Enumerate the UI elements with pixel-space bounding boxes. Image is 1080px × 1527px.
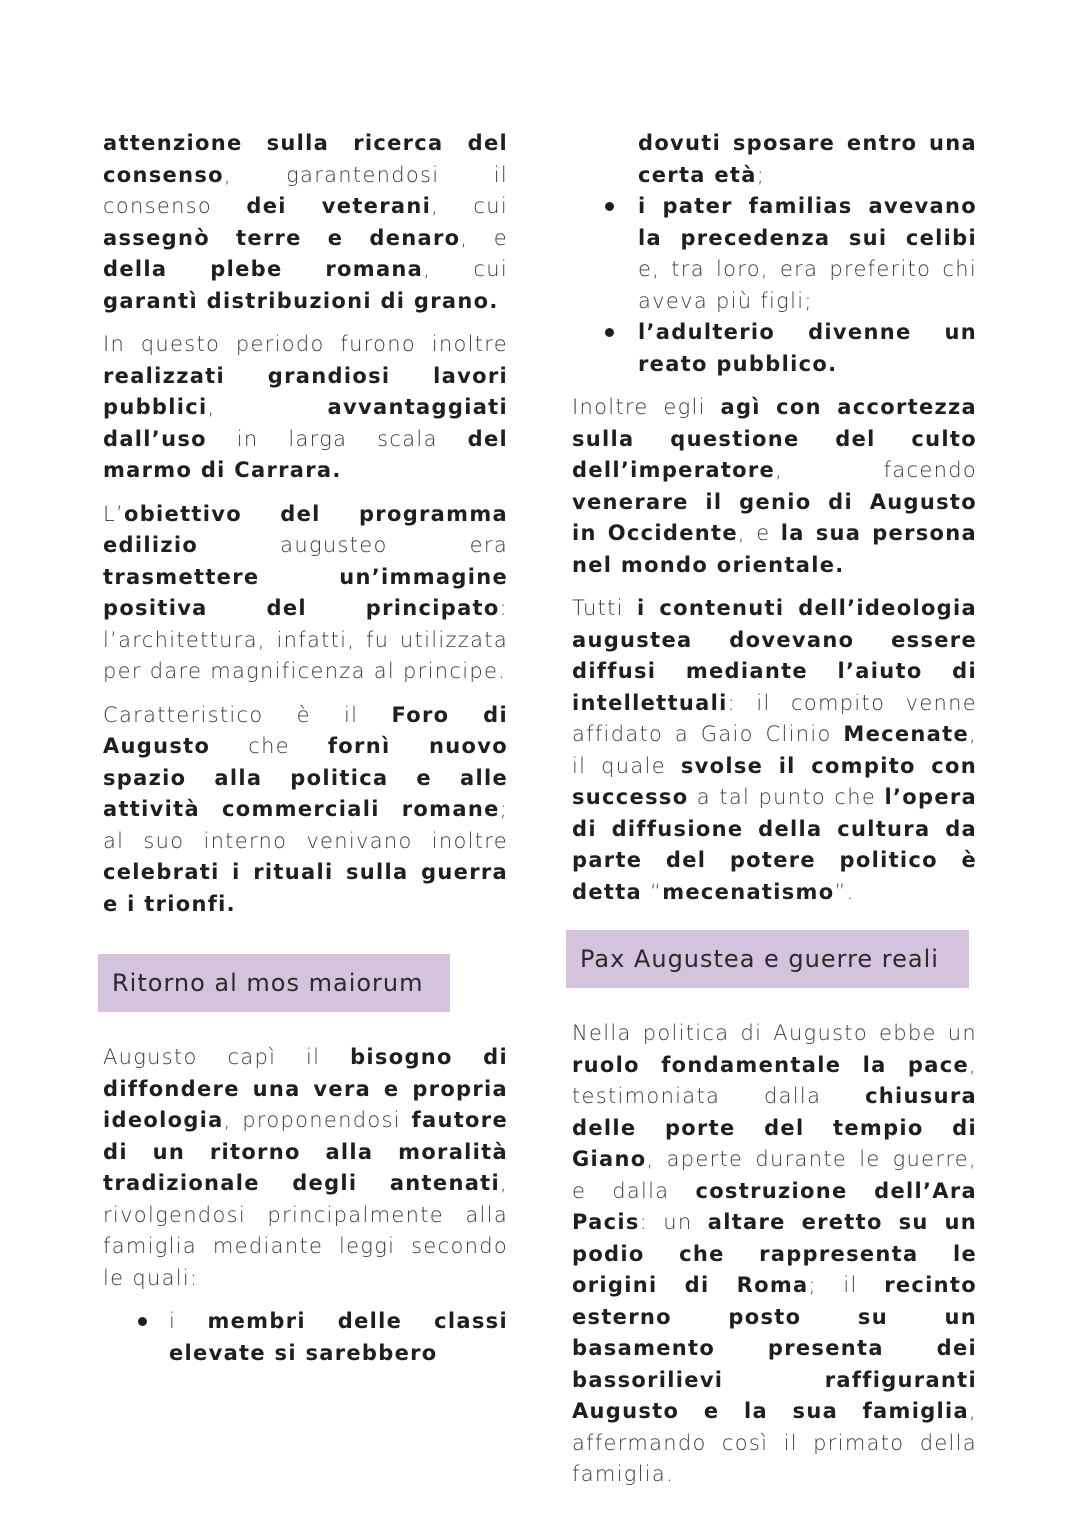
list-item: l’adulterio divenne un reato pubblico.: [572, 317, 977, 380]
law-list-continued: [572, 191, 977, 380]
left-column: [103, 128, 508, 1381]
paragraph-culto-imperatore: Inoltre egli agì con accortezza sulla questione del culto dell’imperatore, facendo venerare il genio di Augusto in Occidente, e la sua persona nel mondo orientale.: [572, 395, 978, 577]
section-heading-pax-augustea: Pax Augustea e guerre reali: [566, 930, 969, 988]
paragraph-foro-augusto: Caratteristico è il Foro di Augusto che fornì nuovo spazio alla politica e alle attività commerciali romane; al suo interno venivano inoltre celebrati i rituali sulla guerra e i trionfi.: [103, 702, 508, 916]
paragraph-programma-edilizio: L’obiettivo del programma edilizio augusteo era trasmettere un’immagine positiva del principato: l’architettura, infatti, fu utilizzata per dare magnificenza al principe.: [103, 501, 508, 683]
list-item: i membri delle classi elevate si sarebbero: [103, 1306, 508, 1369]
paragraph-pace: Nella politica di Augusto ebbe un ruolo fondamentale la pace, testimoniata dalla chiusura delle porte del tempio di Giano, aperte durante le guerre, e dalla costruzione dell’Ara Pacis: un altare eretto su un podio che rappresenta le origini di Roma; il recinto esterno posto su un basamento presenta dei bassorilievi raffiguranti Augusto e la sua famiglia, affermando così il primato della famiglia.: [572, 1021, 977, 1486]
paragraph-consenso: attenzione sulla ricerca del consenso, garantendosi il consenso dei veterani, cui assegnò terre e denaro, e della plebe romana, cui garantì distribuzioni di grano.: [103, 131, 508, 313]
right-column: [572, 128, 977, 1503]
paragraph-lavori-pubblici: In questo periodo furono inoltre realizzati grandiosi lavori pubblici, avvantaggiati dall’uso in larga scala del marmo di Carrara.: [103, 332, 508, 482]
paragraph-ideologia: Augusto capì il bisogno di diffondere una vera e propria ideologia, proponendosi fautore di un ritorno alla moralità tradizionale degli antenati, rivolgendosi principalmente alla famiglia mediante leggi secondo le quali:: [103, 1045, 509, 1290]
law-list: [103, 1306, 508, 1369]
list-item-continuation: dovuti sposare entro una certa età;: [638, 131, 977, 187]
list-item: i pater familias avevano la precedenza sui celibi e, tra loro, era preferito chi aveva più figli;: [572, 191, 977, 317]
paragraph-mecenatismo: Tutti i contenuti dell’ideologia augustea dovevano essere diffusi mediante l’aiuto di intellettuali: il compito venne affidato a Gaio Clinio Mecenate, il quale svolse il compito con successo a tal punto che l’opera di diffusione della cultura da parte del potere politico è detta “mecenatismo”.: [572, 596, 978, 904]
section-heading-mos-maiorum: Ritorno al mos maiorum: [98, 954, 450, 1012]
